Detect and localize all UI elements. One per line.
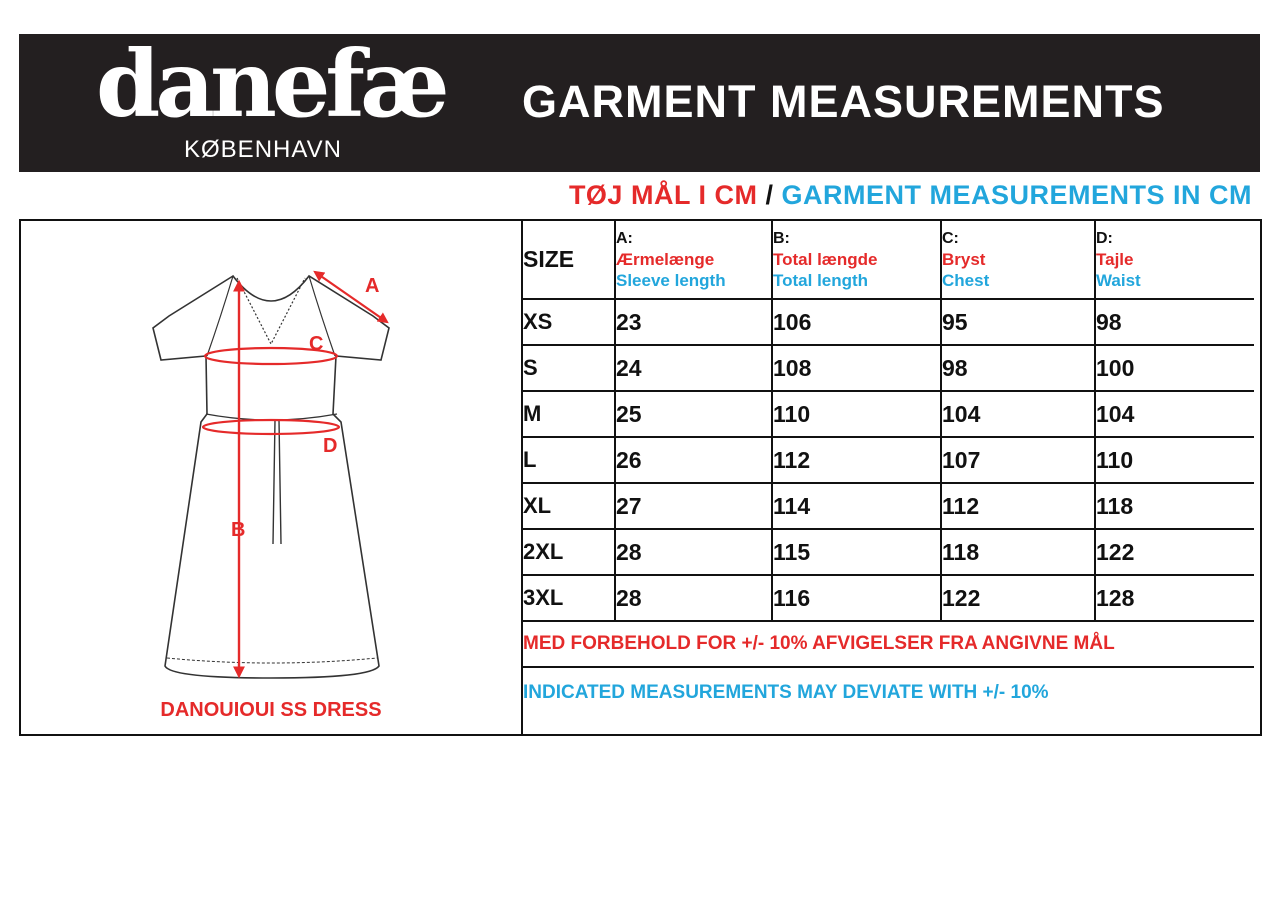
- size-table: [523, 221, 1254, 717]
- chest-cell: 95: [941, 299, 1095, 345]
- waist-cell: 128: [1095, 575, 1254, 621]
- label-c: C: [309, 333, 324, 355]
- waist-cell: 98: [1095, 299, 1254, 345]
- sleeve-length-cell: 28: [615, 529, 772, 575]
- size-header: SIZE: [523, 221, 615, 299]
- column-english: Chest: [942, 271, 990, 290]
- subtitle-separator: /: [765, 180, 774, 210]
- column-danish: Bryst: [942, 250, 986, 269]
- brand-city: KØBENHAVN: [184, 136, 342, 163]
- chest-cell: 112: [941, 483, 1095, 529]
- column-letter: B:: [773, 230, 790, 247]
- column-letter: D:: [1096, 230, 1113, 247]
- table-header-row: [523, 221, 1254, 299]
- label-b: B: [231, 519, 246, 541]
- note-row-danish: [523, 621, 1254, 667]
- note-row-english: [523, 667, 1254, 717]
- label-a: A: [365, 275, 380, 297]
- brand-logo: [96, 30, 445, 170]
- size-cell: 3XL: [523, 575, 615, 621]
- table-row: [523, 575, 1254, 621]
- sleeve-length-cell: 25: [615, 391, 772, 437]
- label-d: D: [323, 435, 338, 457]
- size-cell: XL: [523, 483, 615, 529]
- total-length-cell: 108: [772, 345, 941, 391]
- chest-cell: 122: [941, 575, 1095, 621]
- waist-cell: 110: [1095, 437, 1254, 483]
- subtitle: [569, 180, 1252, 211]
- sleeve-length-cell: 26: [615, 437, 772, 483]
- total-length-cell: 115: [772, 529, 941, 575]
- sleeve-length-cell: 24: [615, 345, 772, 391]
- size-cell: S: [523, 345, 615, 391]
- size-cell: 2XL: [523, 529, 615, 575]
- total-length-cell: 116: [772, 575, 941, 621]
- column-danish: Total længde: [773, 250, 878, 269]
- measurement-frame: [19, 219, 1262, 736]
- dress-diagram: [151, 266, 391, 696]
- table-row: [523, 299, 1254, 345]
- subtitle-danish: TØJ MÅL I CM: [568, 180, 758, 210]
- column-english: Sleeve length: [616, 271, 726, 290]
- sleeve-length-cell: 23: [615, 299, 772, 345]
- product-name: DANOUIOUI SS DRESS: [160, 699, 382, 721]
- column-letter: A:: [616, 230, 633, 247]
- column-english: Waist: [1096, 271, 1141, 290]
- waist-cell: 122: [1095, 529, 1254, 575]
- column-header-d: [1095, 221, 1254, 299]
- waist-cell: 104: [1095, 391, 1254, 437]
- waist-cell: 118: [1095, 483, 1254, 529]
- chest-cell: 107: [941, 437, 1095, 483]
- size-cell: XS: [523, 299, 615, 345]
- column-danish: Tajle: [1096, 250, 1134, 269]
- table-row: [523, 345, 1254, 391]
- sleeve-length-cell: 28: [615, 575, 772, 621]
- column-header-a: [615, 221, 772, 299]
- tolerance-note-english: INDICATED MEASUREMENTS MAY DEVIATE WITH +/- 10%: [523, 667, 1254, 717]
- total-length-cell: 112: [772, 437, 941, 483]
- column-english: Total length: [773, 271, 869, 290]
- chest-cell: 104: [941, 391, 1095, 437]
- table-row: [523, 483, 1254, 529]
- table-row: [523, 437, 1254, 483]
- chest-cell: 118: [941, 529, 1095, 575]
- chest-cell: 98: [941, 345, 1095, 391]
- diagram-panel: [21, 221, 523, 734]
- size-cell: L: [523, 437, 615, 483]
- column-letter: C:: [942, 230, 959, 247]
- waist-cell: 100: [1095, 345, 1254, 391]
- total-length-cell: 106: [772, 299, 941, 345]
- column-header-b: [772, 221, 941, 299]
- dress-outline: [153, 276, 389, 678]
- size-cell: M: [523, 391, 615, 437]
- header-banner: [19, 30, 1260, 172]
- table-row: [523, 529, 1254, 575]
- brand-name: danefæ: [96, 30, 445, 138]
- column-header-c: [941, 221, 1095, 299]
- column-danish: Ærmelænge: [616, 250, 715, 269]
- subtitle-english: GARMENT MEASUREMENTS IN CM: [781, 180, 1252, 210]
- table-row: [523, 391, 1254, 437]
- page-title: GARMENT MEASUREMENTS: [522, 76, 1165, 127]
- sleeve-length-cell: 27: [615, 483, 772, 529]
- total-length-cell: 110: [772, 391, 941, 437]
- total-length-cell: 114: [772, 483, 941, 529]
- tolerance-note-danish: MED FORBEHOLD FOR +/- 10% AFVIGELSER FRA ANGIVNE MÅL: [523, 621, 1254, 667]
